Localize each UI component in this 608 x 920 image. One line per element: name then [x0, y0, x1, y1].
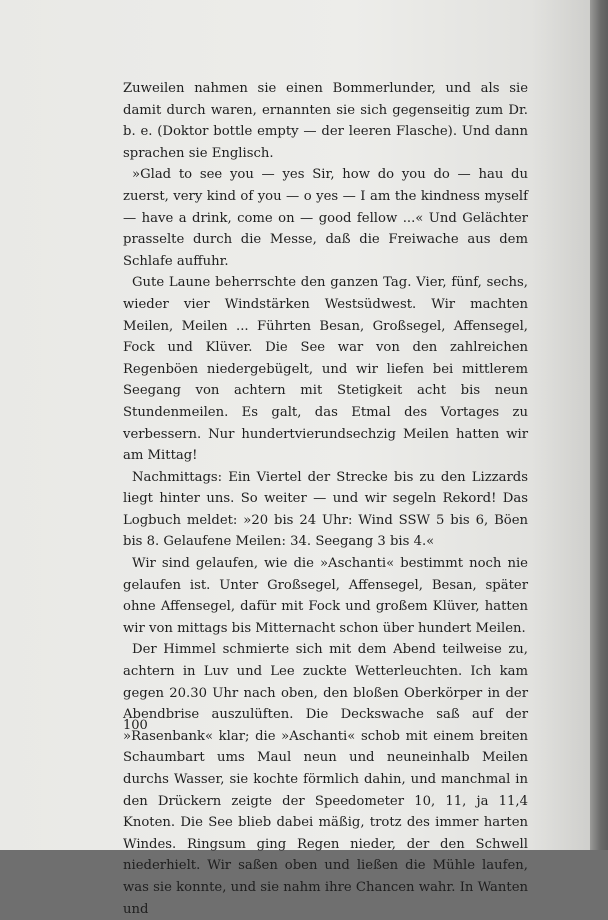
body-text	[123, 78, 528, 920]
paragraph-5: Wir sind gelaufen, wie die »Aschanti« bestimmt noch nie gelaufen ist. Unter Großsegel, Affensegel, Besan, später ohne Affensegel, dafür mit Fock und großem Klüver, hatten wir von mittags bis Mitternacht schon über hundert Meilen.	[123, 556, 528, 636]
paragraph-6: Der Himmel schmierte sich mit dem Abend teilweise zu, achtern in Luv und Lee zuckte Wetterleuchten. Ich kam gegen 20.30 Uhr nach oben, den bloßen Oberkörper in der Abendbrise auszulüften. Die Deckswache saß auf der »Rasenbank« klar; die »Aschanti« schob mit einem breiten Schaumbart ums Maul neun und neuneinhalb Meilen durchs Wasser, sie kochte förmlich dahin, und manchmal in den Drückern zeigte der Speedometer 10, 11, ja 11,4 Knoten. Die See blieb dabei mäßig, trotz des immer harten Windes. Ringsum ging Regen nieder, der den Schwell niederhielt. Wir saßen oben und ließen die Mühle laufen, was sie konnte, und sie nahm ihre Chancen wahr. In Wanten und	[123, 642, 528, 917]
paragraph-2: »Glad to see you — yes Sir, how do you do — hau du zuerst, very kind of you — o yes — I am the kindness myself — have a drink, come on — good fellow ...« Und Gelächter prasselte durch die Messe, daß die Freiwache aus dem Schlafe auffuhr.	[123, 167, 528, 269]
book-binding-edge	[590, 0, 608, 850]
paragraph-1: Zuweilen nahmen sie einen Bommerlunder, und als sie damit durch waren, ernannten sie sich gegenseitig zum Dr. b. e. (Doktor bottle empty — der leeren Flasche). Und dann sprachen sie Englisch.	[123, 81, 528, 161]
page-number: 100	[123, 718, 148, 733]
paragraph-4: Nachmittags: Ein Viertel der Strecke bis zu den Lizzards liegt hinter uns. So weiter — und wir segeln Rekord! Das Logbuch meldet: »20 bis 24 Uhr: Wind SSW 5 bis 6, Böen bis 8. Gelaufene Meilen: 34. Seegang 3 bis 4.«	[123, 469, 528, 550]
paragraph-3: Gute Laune beherrschte den ganzen Tag. Vier, fünf, sechs, wieder vier Windstärken Westsüdwest. Wir machten Meilen, Meilen ... Führten Besan, Großsegel, Affensegel, Fock und Klüver. Die See war von den zahlreichen Regenböen niedergebügelt, und wir liefen bei mittlerem Seegang von achtern mit Stetigkeit acht bis neun Stundenmeilen. Es galt, das Etmal des Vortages zu verbessern. Nur hundertvierundsechzig Meilen hatten wir am Mittag!	[123, 275, 528, 464]
